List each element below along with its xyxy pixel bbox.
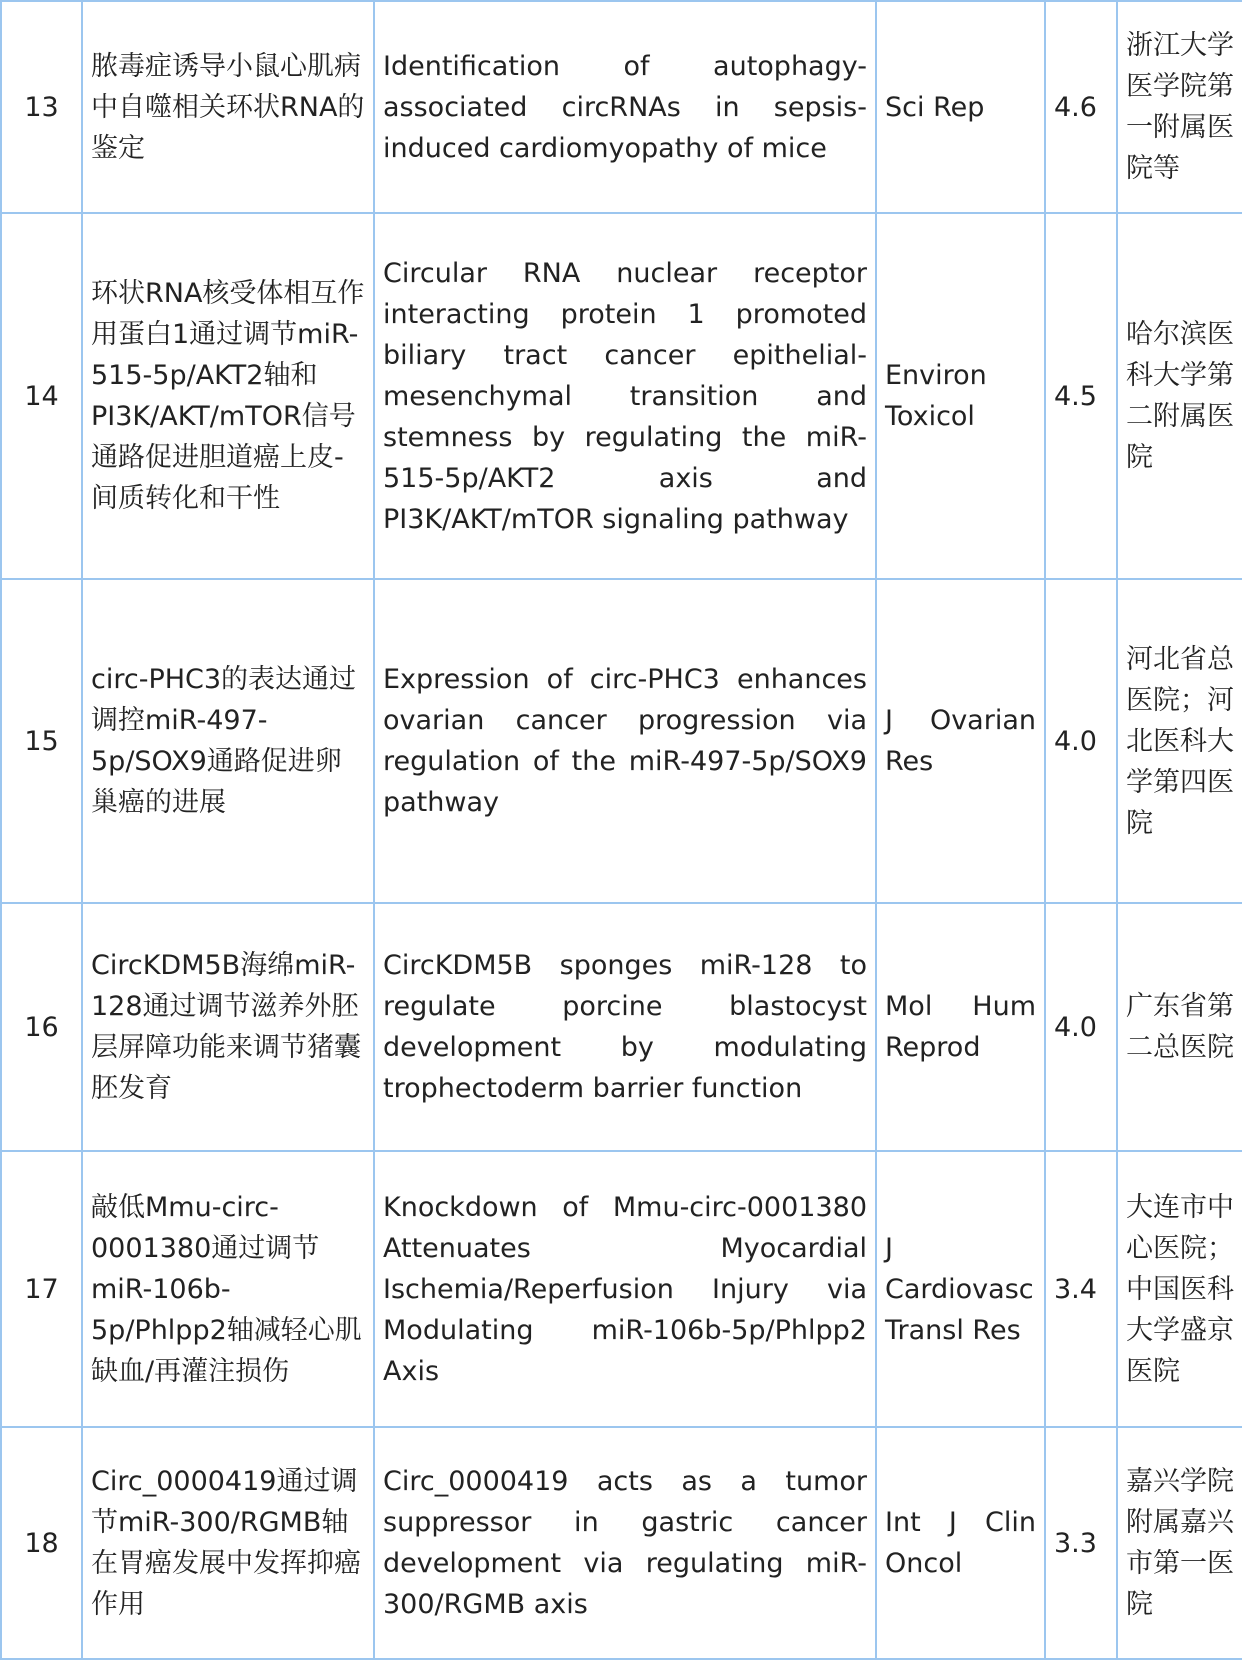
impact-factor: 4.6 (1045, 1, 1117, 213)
row-number: 15 (1, 579, 82, 903)
impact-factor: 4.0 (1045, 903, 1117, 1151)
journal-name: Environ Toxicol (876, 213, 1045, 579)
institution: 广东省第二总医院 (1117, 903, 1242, 1151)
table-row (1, 213, 1242, 579)
english-title: Circ_0000419 acts as a tumor suppressor in gastric cancer development via regulating miR-300/RGMB axis (374, 1427, 876, 1659)
table-row (1, 903, 1242, 1151)
row-number: 17 (1, 1151, 82, 1427)
institution: 哈尔滨医科大学第二附属医院 (1117, 213, 1242, 579)
institution: 大连市中心医院；中国医科大学盛京医院 (1117, 1151, 1242, 1427)
chinese-title: 环状RNA核受体相互作用蛋白1通过调节miR-515-5p/AKT2轴和PI3K/AKT/mTOR信号通路促进胆道癌上皮-间质转化和干性 (82, 213, 374, 579)
institution: 河北省总医院；河北医科大学第四医院 (1117, 579, 1242, 903)
journal-name: Sci Rep (876, 1, 1045, 213)
english-title: Knockdown of Mmu-circ-0001380 Attenuates Myocardial Ischemia/Reperfusion Injury via Modulating miR-106b-5p/Phlpp2 Axis (374, 1151, 876, 1427)
chinese-title: circ-PHC3的表达通过调控miR-497-5p/SOX9通路促进卵巢癌的进展 (82, 579, 374, 903)
table-row (1, 1151, 1242, 1427)
table-row (1, 1427, 1242, 1659)
english-title: Identification of autophagy-associated circRNAs in sepsis-induced cardiomyopathy of mice (374, 1, 876, 213)
chinese-title: CircKDM5B海绵miR-128通过调节滋养外胚层屏障功能来调节猪囊胚发育 (82, 903, 374, 1151)
table-row (1, 579, 1242, 903)
english-title: CircKDM5B sponges miR-128 to regulate porcine blastocyst development by modulating trophectoderm barrier function (374, 903, 876, 1151)
impact-factor: 4.5 (1045, 213, 1117, 579)
english-title: Circular RNA nuclear receptor interacting protein 1 promoted biliary tract cancer epithelial-mesenchymal transition and stemness by regulating the miR-515-5p/AKT2 axis and PI3K/AKT/mTOR signaling pathway (374, 213, 876, 579)
impact-factor: 3.4 (1045, 1151, 1117, 1427)
journal-name: J Ovarian Res (876, 579, 1045, 903)
row-number: 18 (1, 1427, 82, 1659)
journal-name: J Cardiovasc Transl Res (876, 1151, 1045, 1427)
english-title: Expression of circ-PHC3 enhances ovarian cancer progression via regulation of the miR-497-5p/SOX9 pathway (374, 579, 876, 903)
impact-factor: 4.0 (1045, 579, 1117, 903)
chinese-title: Circ_0000419通过调节miR-300/RGMB轴在胃癌发展中发挥抑癌作用 (82, 1427, 374, 1659)
table-row (1, 1, 1242, 213)
journal-name: Int J Clin Oncol (876, 1427, 1045, 1659)
journal-name: Mol Hum Reprod (876, 903, 1045, 1151)
chinese-title: 敲低Mmu-circ-0001380通过调节miR-106b-5p/Phlpp2轴减轻心肌缺血/再灌注损伤 (82, 1151, 374, 1427)
row-number: 16 (1, 903, 82, 1151)
chinese-title: 脓毒症诱导小鼠心肌病中自噬相关环状RNA的鉴定 (82, 1, 374, 213)
row-number: 14 (1, 213, 82, 579)
impact-factor: 3.3 (1045, 1427, 1117, 1659)
institution: 浙江大学医学院第一附属医院等 (1117, 1, 1242, 213)
row-number: 13 (1, 1, 82, 213)
institution: 嘉兴学院附属嘉兴市第一医院 (1117, 1427, 1242, 1659)
